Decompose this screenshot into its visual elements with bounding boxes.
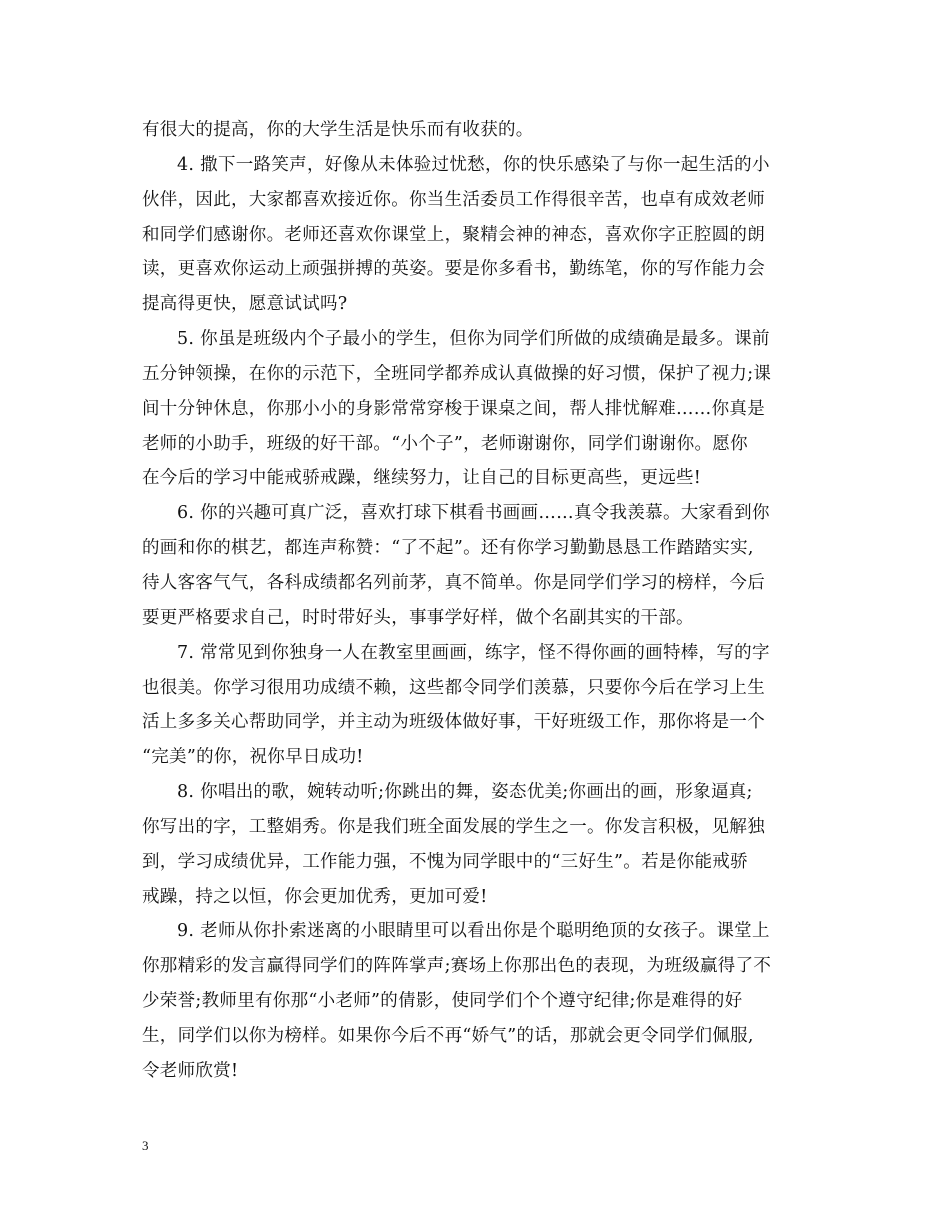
- text-line: 少荣誉;教师里有你那“小老师”的倩影，使同学们个个遵守纪律;你是难得的好: [142, 991, 743, 1012]
- text-line: 老师的小助手，班级的好干部。“小个子”，老师谢谢你，同学们谢谢你。愿你: [142, 433, 748, 454]
- text-line: “完美”的你，祝你早日成功!: [142, 747, 364, 768]
- text-line: 生，同学们以你为榜样。如果你今后不再“娇气”的话，那就会更令同学们佩服,: [142, 1025, 754, 1046]
- paragraph-item-5: [142, 322, 810, 496]
- paragraph-item-9: [142, 914, 810, 1088]
- text-line: 间十分钟休息，你那小小的身影常常穿梭于课桌之间，帮人排忧解难……你真是: [142, 398, 765, 419]
- text-line: 的画和你的棋艺，都连声称赞：“了不起”。还有你学习勤勤恳恳工作踏踏实实,: [142, 538, 754, 559]
- text-line: 在今后的学习中能戒骄戒躁，继续努力，让自己的目标更高些，更远些!: [142, 468, 702, 489]
- text-line: 有很大的提高，你的大学生活是快乐而有收获的。: [142, 120, 534, 140]
- paragraph-item-6: [142, 496, 810, 635]
- paragraph-item-4: [142, 148, 810, 322]
- text-line: 5. 你虽是班级内个子最小的学生，但你为同学们所做的成绩确是最多。课前: [177, 329, 770, 350]
- text-line: 6. 你的兴趣可真广泛，喜欢打球下棋看书画画……真令我羡慕。大家看到你: [177, 503, 770, 524]
- text-line: 7. 常常见到你独身一人在教室里画画，练字，怪不得你画的画特棒，写的字: [177, 642, 770, 663]
- text-line: 你那精彩的发言赢得同学们的阵阵掌声;赛场上你那出色的表现，为班级赢得了不: [142, 956, 772, 977]
- text-line: 4. 撒下一路笑声，好像从未体验过忧愁，你的快乐感染了与你一起生活的小: [177, 154, 770, 175]
- page-number: 3: [142, 1138, 149, 1153]
- text-line: 要更严格要求自己，时时带好头，事事学好样，做个名副其实的干部。: [142, 607, 694, 628]
- paragraph-item-7: [142, 636, 810, 775]
- text-line: 伙伴，因此，大家都喜欢接近你。你当生活委员工作得很辛苦，也卓有成效老师: [142, 189, 765, 210]
- paragraph-item-8: [142, 775, 810, 914]
- paragraph-continued: [142, 113, 810, 148]
- text-line: 9. 老师从你扑索迷离的小眼睛里可以看出你是个聪明绝顶的女孩子。课堂上: [177, 921, 770, 942]
- text-line: 提高得更快，愿意试试吗?: [142, 294, 348, 315]
- document-body: [142, 113, 810, 1089]
- text-line: 8. 你唱出的歌，婉转动听;你跳出的舞，姿态优美;你画出的画，形象逼真;: [177, 782, 753, 803]
- text-line: 也很美。你学习很用功成绩不赖，这些都令同学们羡慕，只要你今后在学习上生: [142, 677, 765, 698]
- text-line: 读，更喜欢你运动上顽强拼搏的英姿。要是你多看书，勤练笔，你的写作能力会: [142, 259, 765, 280]
- text-line: 活上多多关心帮助同学，并主动为班级体做好事，干好班级工作，那你将是一个: [142, 712, 765, 733]
- text-line: 你写出的字，工整娟秀。你是我们班全面发展的学生之一。你发言积极，见解独: [142, 816, 765, 837]
- text-line: 令老师欣赏!: [142, 1060, 239, 1081]
- text-line: 待人客客气气，各科成绩都名列前茅，真不简单。你是同学们学习的榜样，今后: [142, 572, 765, 593]
- text-line: 到，学习成绩优异，工作能力强，不愧为同学眼中的“三好生”。若是你能戒骄: [142, 851, 748, 872]
- text-line: 戒躁，持之以恒，你会更加优秀，更加可爱!: [142, 886, 488, 907]
- text-line: 五分钟领操，在你的示范下，全班同学都养成认真做操的好习惯，保护了视力;课: [142, 363, 772, 384]
- text-line: 和同学们感谢你。老师还喜欢你课堂上，聚精会神的神态，喜欢你字正腔圆的朗: [142, 224, 765, 245]
